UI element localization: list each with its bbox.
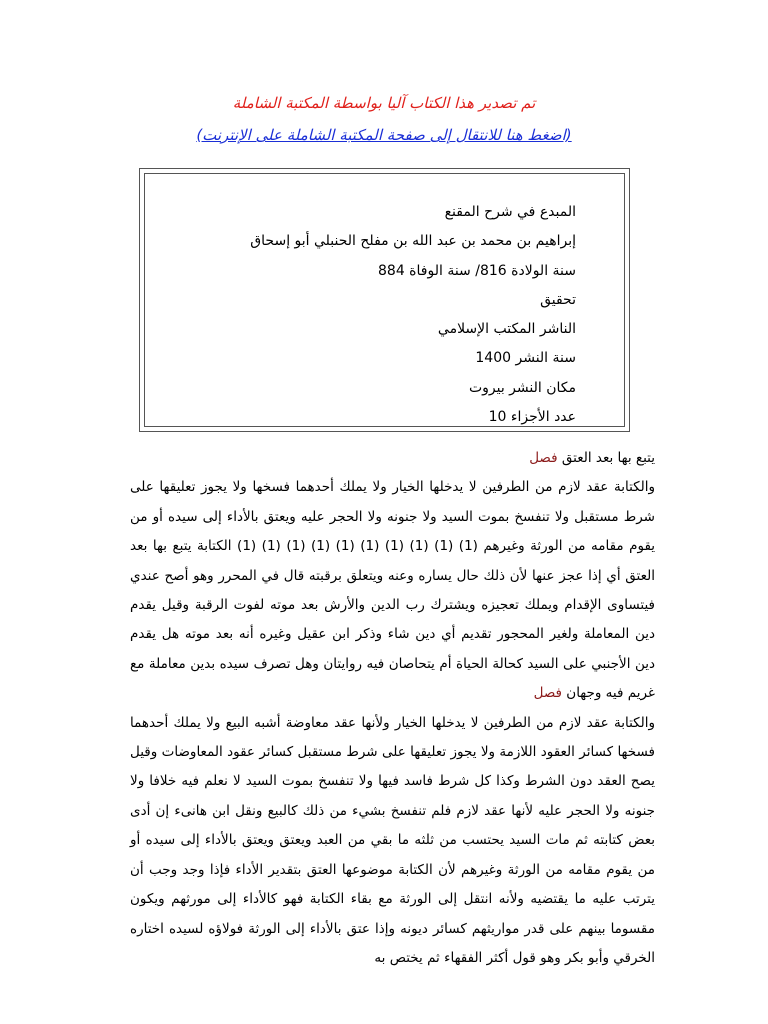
book-title: المبدع في شرح المقنع — [444, 204, 576, 220]
book-info-box — [139, 168, 630, 432]
book-publication-year: سنة النشر 1400 — [475, 350, 576, 367]
online-library-link[interactable]: (اضغط هنا للانتقال إلى صفحة المكتبة الشاملة على الإنترنت) — [196, 126, 572, 144]
export-notice: تم تصدير هذا الكتاب آليا بواسطة المكتبة الشاملة — [232, 94, 536, 112]
paragraph-text: يتبع بها بعد العتق — [561, 450, 655, 466]
book-body-text — [130, 444, 655, 973]
book-info-inner — [144, 173, 625, 427]
book-editor: تحقيق — [540, 291, 576, 308]
paragraph — [130, 444, 655, 473]
section-heading-fasl: فصل — [529, 450, 558, 466]
book-publication-place: مكان النشر بيروت — [468, 379, 576, 396]
book-birth-death: سنة الولادة 816/ سنة الوفاة 884 — [378, 262, 576, 279]
paragraph-text: والكتابة عقد لازم من الطرفين لا يدخلها الخيار ولأنها عقد معاوضة أشبه البيع ولا يملك أحدهما فسخها كسائر العقود اللازمة ولا يجوز تعليقها على شرط مستقبل كسائر عقود المعاوضات وقيل يصح العقد دون الشرط وكذا كل شرط فاسد فيها ولا تنفسخ بموت السيد لا نعلم فيه خلافا ولا جنونه ولا الحجر عليه لأنها عقد لازم فلم تنفسخ بشيء من ذلك كالبيع ونقل ابن هانىء إن أدى بعض كتابته ثم مات السيد يحتسب من ثلثه ما بقي من العبد ويعتق ويعتق بالأداء إلى سيده أو من يقوم مقامه من الورثة وغيرهم لأن الكتابة موضوعها العتق بتقدير الأداء فإذا وجد وجب أن يترتب عليه ما يقتضيه ولأنه انتقل إلى الورثة مع بقاء الكتابة فهو كالأداء إلى مورثهم ويكون مقسوما بينهم على قدر مواريثهم كسائر ديونه وإذا عتق بالأداء إلى الورثة فولاؤه لسيده اختاره الخرقي وأبو بكر وهو قول أكثر الفقهاء ثم يختص به — [130, 714, 655, 966]
section-heading-fasl: فصل — [533, 685, 562, 702]
paragraph — [130, 473, 655, 708]
book-volume-count: عدد الأجزاء 10 — [488, 409, 576, 426]
paragraph — [130, 709, 655, 974]
book-publisher: الناشر المكتب الإسلامي — [437, 321, 576, 338]
paragraph-text: والكتابة عقد لازم من الطرفين لا يدخلها الخيار ولا يملك أحدهما فسخها ولا يجوز تعليقها على شرط مستقبل ولا تنفسخ بموت السيد ولا جنونه ولا الحجر عليه ويعتق بالأداء إلى سيده أو من يقوم مقامه من الورثة وغيرهم (1) (1) (1) (1) (1) (1) (1) (1) (1) (1) الكتابة يتبع بها بعد العتق أي إذا عجز عنها لأن ذلك حال يساره وعنه ويتعلق برقبته قال في المحرر وهو أصح عندي فيتساوى الإقدام ويملك تعجيزه ويشترك رب الدين والأرش بعد موته لفوت الرقبة وقيل يقدم دين المعاملة ولغير المحجور تقديم أي دين شاء وذكر ابن عقيل وغيره أنه بعد موته هل يقدم دين الأجنبي على السيد كحالة الحياة أم يتحاصان فيه روايتان وهل تصرف سيده بدين معاملة مع غريم فيه وجهان — [130, 479, 656, 702]
book-author: إبراهيم بن محمد بن عبد الله بن مفلح الحنبلي أبو إسحاق — [250, 233, 576, 250]
